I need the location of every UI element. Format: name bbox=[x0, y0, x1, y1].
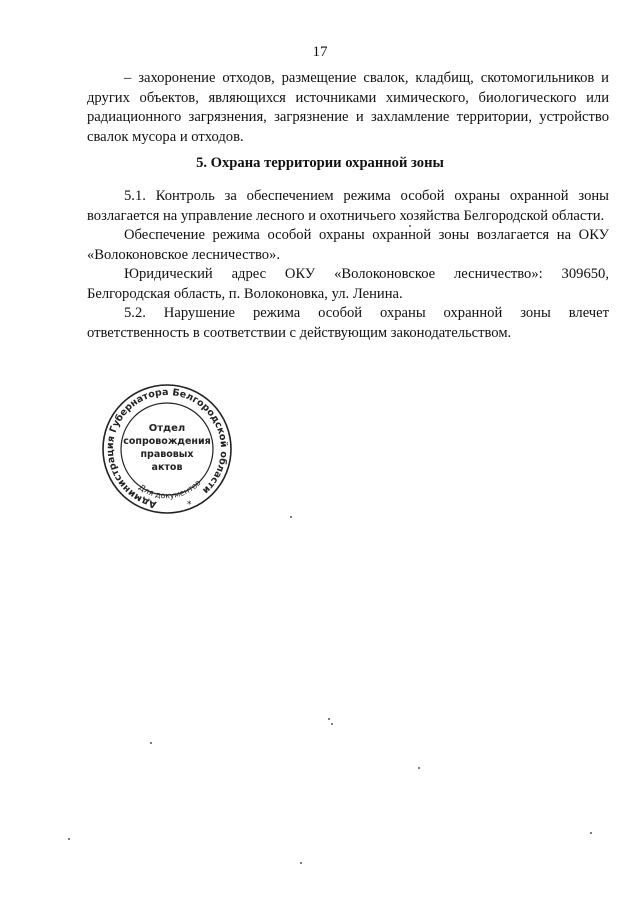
stamp-ring-text: Администрация Губернатора Белгородской области bbox=[104, 386, 230, 510]
section-body bbox=[87, 187, 609, 343]
official-stamp bbox=[101, 383, 233, 515]
stamp-line-3: правовых bbox=[140, 449, 194, 460]
scan-speck bbox=[68, 838, 70, 840]
scan-speck bbox=[418, 767, 420, 769]
scan-speck bbox=[328, 718, 330, 720]
paragraph-5-2: 5.2. Нарушение режима особой охраны охранной зоны влечет ответственность в соответствии с действующим законодательством. bbox=[87, 305, 609, 341]
paragraph-5-1: 5.1. Контроль за обеспечением режима особой охраны охранной зоны возлагается на управление лесного и охотничьего хозяйства Белгородской области. bbox=[87, 188, 609, 224]
stamp-star: * bbox=[187, 500, 192, 510]
scan-speck bbox=[409, 225, 411, 227]
intro-paragraph-block bbox=[87, 69, 609, 147]
scan-speck bbox=[290, 516, 292, 518]
scan-speck bbox=[590, 832, 592, 834]
stamp-line-1: Отдел bbox=[148, 423, 186, 434]
page-number: 17 bbox=[312, 44, 328, 60]
paragraph-legal-address: Юридический адрес ОКУ «Волоконовское лесничество»: 309650, Белгородская область, п. Волоконовка, ул. Ленина. bbox=[87, 266, 609, 302]
paragraph-responsibility: Обеспечение режима особой охраны охранной зоны возлагается на ОКУ «Волоконовское лесничество». bbox=[87, 227, 609, 263]
stamp-line-4: актов bbox=[151, 462, 183, 473]
section-heading: 5. Охрана территории охранной зоны bbox=[196, 155, 444, 171]
stamp-bottom-text: Для документов bbox=[137, 478, 203, 501]
intro-paragraph: – захоронение отходов, размещение свалок, кладбищ, скотомогильников и других объектов, являющихся источниками химического, биологического или радиационного загрязнения, загрязнение и захламление территории, устройство свалок мусора и отходов. bbox=[87, 70, 609, 145]
stamp-line-2: сопровождения bbox=[123, 436, 211, 447]
scan-speck bbox=[150, 742, 152, 744]
scan-speck bbox=[300, 862, 302, 864]
scan-speck bbox=[331, 723, 333, 725]
